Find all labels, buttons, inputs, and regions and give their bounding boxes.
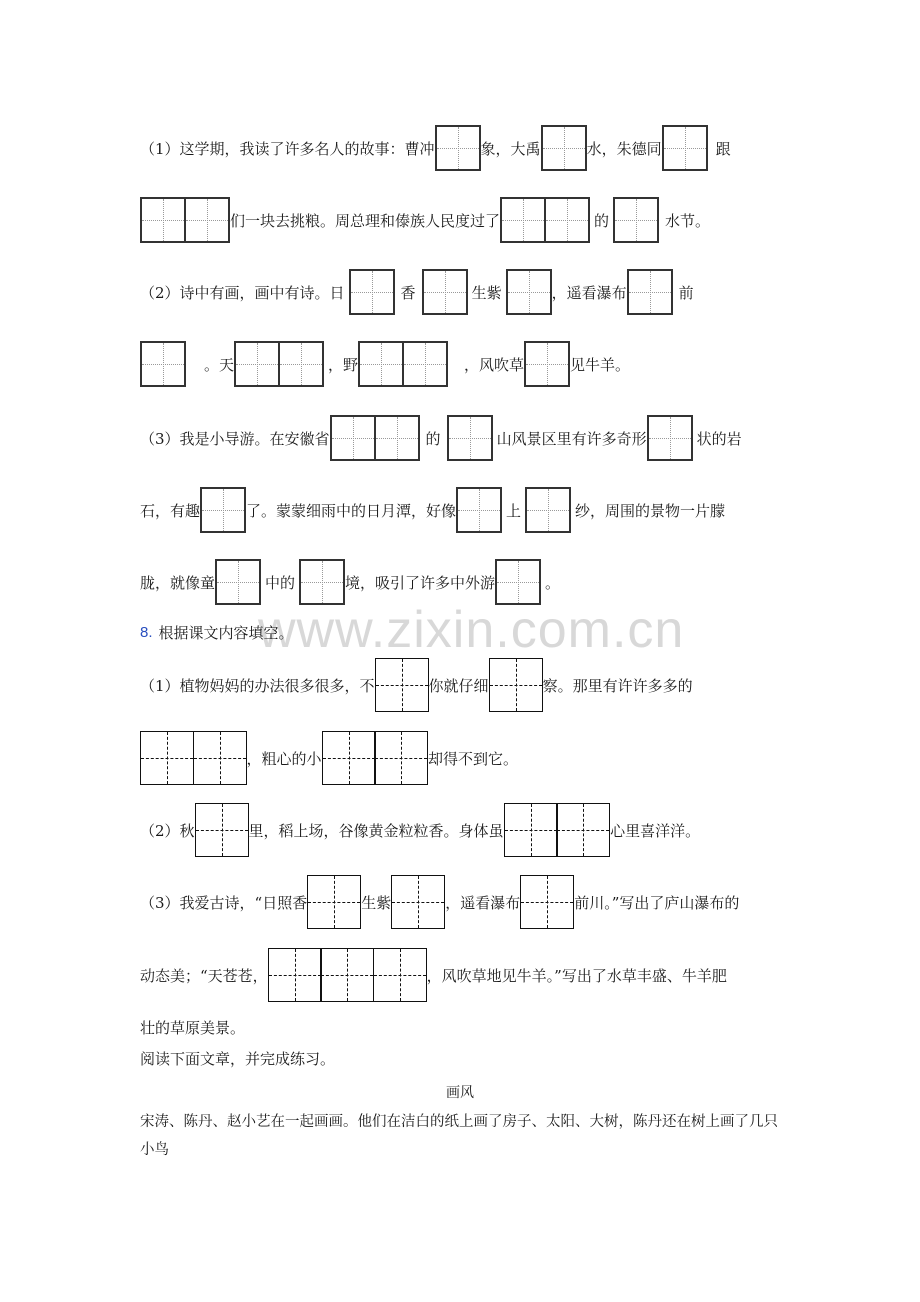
q8-p3-text-f: ，风吹草地见牛羊。”写出了水草丰盛、牛羊肥 (426, 966, 727, 985)
answer-box[interactable] (322, 731, 376, 785)
q7-p3-line2 (140, 480, 725, 540)
q7-p3-text-d: 状的岩 (696, 429, 742, 448)
q7-p3-line3 (140, 552, 560, 612)
q7-p2-text-g: ，野 (328, 355, 359, 374)
answer-box[interactable] (375, 658, 429, 712)
q7-p1-text-a: （1）这学期，我读了许多名人的故事：曹冲 (140, 139, 435, 158)
answer-box[interactable] (374, 731, 428, 785)
answer-box[interactable] (184, 197, 230, 243)
q8-p3-text-b: 生紫 (361, 893, 392, 912)
q7-p3-text-b: 的 (425, 429, 441, 448)
q7-p2-line1 (140, 262, 694, 322)
answer-box[interactable] (234, 341, 280, 387)
q7-p2-line2 (140, 334, 630, 394)
question-number: 8. (140, 623, 153, 641)
q8-p3-text-c: ，遥看瀑布 (445, 893, 521, 912)
q7-p2-text-h: ，风吹草 (464, 355, 525, 374)
q7-p3-text-l: 。 (545, 573, 561, 592)
q8-p1-text-b: 你就仔细 (428, 676, 489, 695)
answer-box[interactable] (358, 341, 404, 387)
answer-box[interactable] (193, 731, 247, 785)
answer-box[interactable] (447, 415, 493, 461)
q7-p3-text-h: 纱，周围的景物一片朦 (575, 501, 726, 520)
q8-p2-text-a: （2）秋 (140, 821, 195, 840)
q7-p1-text-e: 们一块去挑粮。周总理和傣族人民度过了 (230, 211, 501, 230)
answer-box[interactable] (373, 948, 427, 1002)
q7-p1-text-f: 的 (594, 211, 610, 230)
q7-p3-text-i: 胧，就像童 (140, 573, 216, 592)
q7-p1-text-d: 跟 (715, 139, 731, 158)
answer-box[interactable] (307, 875, 361, 929)
answer-box[interactable] (495, 559, 541, 605)
q7-p2-text-d: ，遥看瀑布 (551, 283, 627, 302)
answer-box[interactable] (320, 948, 374, 1002)
answer-box[interactable] (349, 269, 395, 315)
answer-box[interactable] (627, 269, 673, 315)
answer-box[interactable] (330, 415, 376, 461)
q7-p3-text-f: 了。蒙蒙细雨中的日月潭，好像 (246, 501, 457, 520)
answer-box[interactable] (524, 341, 570, 387)
q8-p3-text-e: 动态美；“天苍苍， (140, 966, 268, 985)
q7-p1-text-b: 象，大禹 (480, 139, 541, 158)
answer-box[interactable] (435, 125, 481, 171)
q8-p3-text-d: 前川。”写出了庐山瀑布的 (574, 893, 740, 912)
answer-box[interactable] (662, 125, 708, 171)
answer-box[interactable] (200, 487, 246, 533)
q7-p3-line1 (140, 408, 742, 468)
q8-p1-text-a: （1）植物妈妈的办法很多很多，不 (140, 676, 375, 695)
answer-box[interactable] (422, 269, 468, 315)
q7-p3-text-g: 上 (506, 501, 522, 520)
reading-instruction-line (140, 1043, 335, 1073)
answer-box[interactable] (374, 415, 420, 461)
q7-p1-line1 (140, 118, 731, 178)
q7-p3-text-k: 境，吸引了许多中外游 (345, 573, 496, 592)
q7-p2-text-b: 香 (400, 283, 416, 302)
q7-p2-text-a: （2）诗中有画，画中有诗。日 (140, 283, 345, 302)
q8-p1-line1 (140, 655, 693, 715)
q8-p1-text-e: 却得不到它。 (428, 749, 519, 768)
q7-p2-text-e: 前 (678, 283, 694, 302)
q8-p1-line2 (140, 728, 518, 788)
answer-box[interactable] (391, 875, 445, 929)
answer-box[interactable] (489, 658, 543, 712)
q7-p1-text-g: 水节。 (665, 211, 711, 230)
answer-box[interactable] (402, 341, 448, 387)
passage-body: 宋涛、陈丹、赵小艺在一起画画。他们在洁白的纸上画了房子、太阳、大树，陈丹还在树上画了几只小鸟 (140, 1114, 778, 1158)
q8-p3-line1 (140, 872, 739, 932)
q7-p2-text-c: 生紫 (471, 283, 502, 302)
q8-p1-text-c: 察。那里有许许多多的 (542, 676, 693, 695)
q8-p3-line3 (140, 1012, 245, 1042)
q7-p1-text-c: 水，朱德同 (586, 139, 662, 158)
q7-p3-text-c: 山风景区里有许多奇形 (496, 429, 647, 448)
answer-box[interactable] (506, 269, 552, 315)
q7-p1-line2 (140, 190, 710, 250)
answer-box[interactable] (525, 487, 571, 533)
q8-p3-line2 (140, 945, 727, 1005)
answer-box[interactable] (278, 341, 324, 387)
watermark: www.zixin.com.cn (258, 601, 685, 659)
answer-box[interactable] (500, 197, 546, 243)
answer-box[interactable] (456, 487, 502, 533)
q8-p1-text-d: ，粗心的小 (246, 749, 322, 768)
q8-p2-text-c: 心里喜洋洋。 (610, 821, 701, 840)
answer-box[interactable] (647, 415, 693, 461)
answer-box[interactable] (215, 559, 261, 605)
q8-p3-text-g: 壮的草原美景。 (140, 1018, 246, 1037)
answer-box[interactable] (556, 803, 610, 857)
answer-box[interactable] (541, 125, 587, 171)
answer-box[interactable] (140, 197, 186, 243)
q7-p2-text-i: 见牛羊。 (570, 355, 631, 374)
answer-box[interactable] (268, 948, 322, 1002)
answer-box[interactable] (140, 731, 194, 785)
answer-box[interactable] (299, 559, 345, 605)
answer-box[interactable] (544, 197, 590, 243)
q8-p2-text-b: 里，稻上场，谷像黄金粒粒香。身体虽 (248, 821, 504, 840)
answer-box[interactable] (195, 803, 249, 857)
q7-p3-text-a: （3）我是小导游。在安徽省 (140, 429, 330, 448)
passage-title: 画风 (446, 1085, 474, 1101)
q7-p3-text-j: 中的 (265, 573, 296, 592)
q8-p2-line1 (140, 800, 700, 860)
reading-instruction: 阅读下面文章，并完成练习。 (140, 1049, 336, 1068)
answer-box[interactable] (613, 197, 659, 243)
q7-p3-text-e: 石，有趣 (140, 501, 201, 520)
q7-p2-text-f: 。天 (204, 355, 235, 374)
answer-box[interactable] (140, 341, 186, 387)
q8-p3-text-a: （3）我爱古诗，“日照香 (140, 893, 308, 912)
question-heading: 根据课文内容填空。 (158, 623, 294, 642)
answer-box[interactable] (520, 875, 574, 929)
q8-heading (140, 616, 294, 648)
answer-box[interactable] (504, 803, 558, 857)
